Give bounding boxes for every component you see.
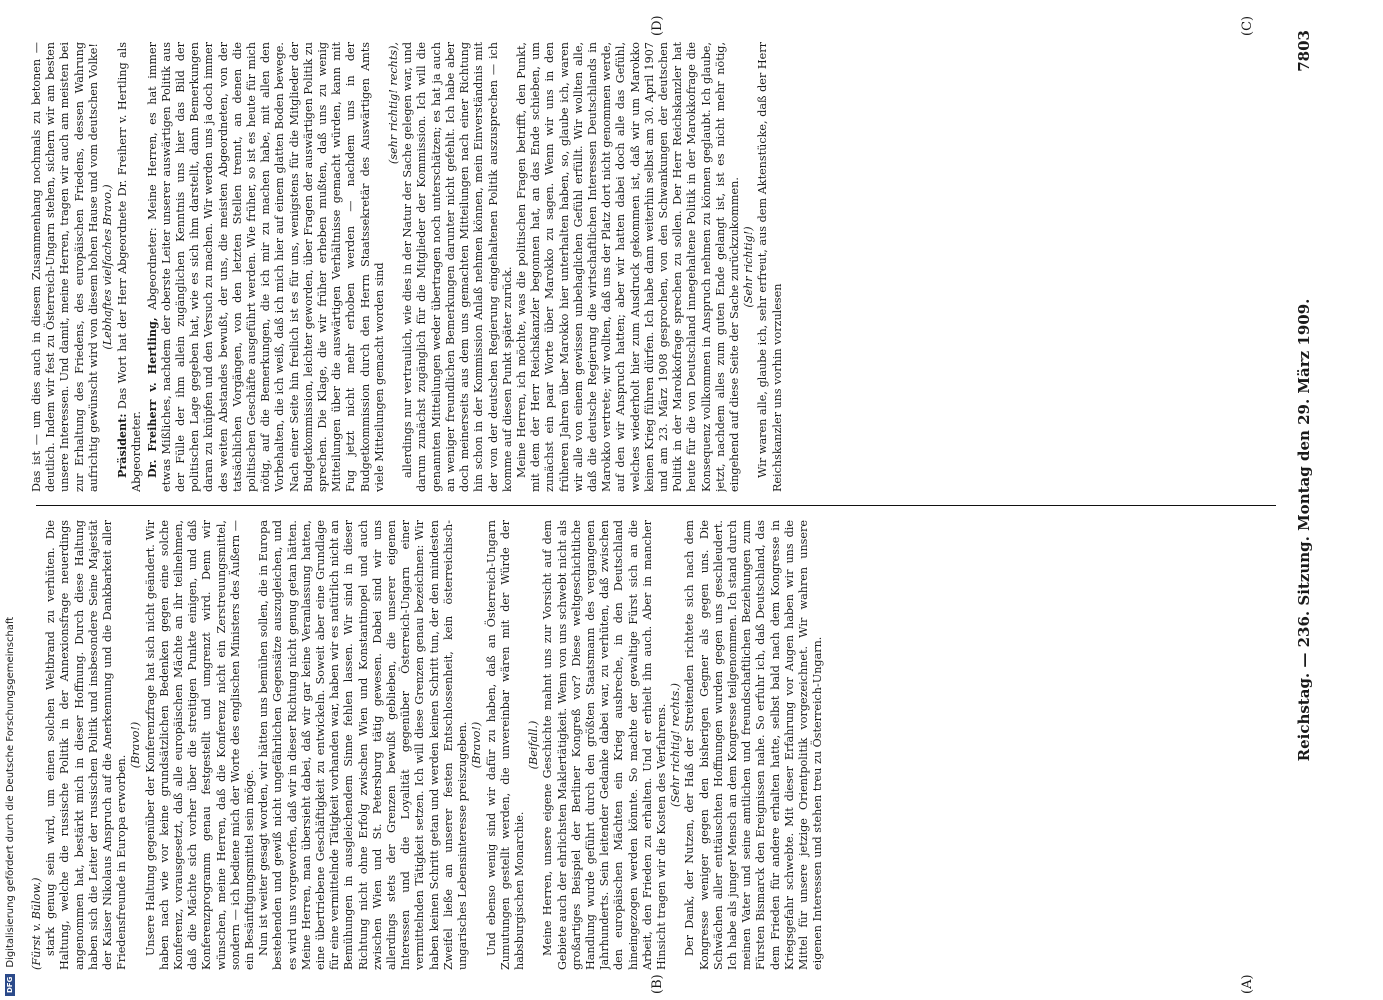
paragraph: Meine Herren, unsere eigene Geschichte mahnt uns zur Vorsicht auf dem Gebiete auch der ehrlichsten Maklertätigkeit. Wenn von uns schwebt nicht als großartiges Beispiel der Berliner Kongreß vor? Diese weltgeschichtliche Handlung wurde geführt durch den größten Staatsmann des vergangenen Jahrhunderts. Sein leitender Gedanke dabei war, zu verhüten, daß zwischen den europäischen Mächten ein Krieg ausbreche, in den Deutschland hineingezogen werden könnte. So machte der gewaltige Fürst sich an die Arbeit, den Frieden zu erhalten. Und er erhielt ihn auch. Aber in mancher Hinsicht tragen wir die Kosten des Verfahrens. bbox=[541, 520, 668, 970]
paragraph: stark genug sein wird, um einen solchen Weltbrand zu verhüten. Die Haltung, welche die russische Politik in der Annexionsfrage neuerdings angenommen hat, bestärkt mich in dieser Hoffnung. Durch diese Haltung haben sich die Leiter der russischen Politik und insbesondere Seine Majestät der Kaiser Nikolaus Anspruch auf die Anerkennung und die Dankbarkeit aller Friedensfreunde in Europa erworben. bbox=[44, 520, 129, 970]
sheet-footer bbox=[0, 0, 20, 1000]
paragraph: Unsere Haltung gegenüber der Konferenzfrage hat sich nicht geändert. Wir haben nach wie vor keine grundsätzlichen Bedenken gegen eine solche Konferenz, vorausgesetzt, daß alle europäischen Mächte an ihr teilnehmen, daß die Mächte sich vorher über die streitigen Punkte einigen, und daß Konferenzprogramm genau festgestellt und umgrenzt wird. Denn wir wünschen, meine Herren, daß die Konferenz nicht ein Zerstreuungsmittel, sondern — ich bediene mich der Worte des englischen Ministers des Äußern — ein Besänftigungsmittel sein möge. bbox=[143, 520, 257, 970]
sheet-marker-d: (D) bbox=[650, 15, 665, 36]
reaction: (Lebhaftes vielfaches Bravo.) bbox=[101, 184, 115, 350]
sheet-running-title: Reichstag. — 236. Sitzung. Montag den 29. März 1909. bbox=[1295, 298, 1313, 762]
sheet-dfg-logo: DFG bbox=[5, 974, 15, 996]
sheet-right-column bbox=[30, 42, 1280, 492]
paragraph: Wir waren alle, glaube ich, sehr erfreut, aus dem Aktenstücke, daß der Herr Reichskanzler uns vorhin vorzulesen bbox=[756, 42, 784, 492]
speaker-label: Dr. Freiherr v. Hertling, bbox=[144, 317, 159, 478]
speaker-lead: (Fürst v. Bülow.) bbox=[30, 877, 43, 970]
paragraph: Abgeordneter: Meine Herren, es hat immer etwas Mißliches, nachdem der oberste Leiter unserer auswärtigen Politik aus der Fülle der ihm allein zugänglichen Kenntnis uns hier das Bild der politischen Lage gegeben hat, wie es sich ihm darstellt, dann Bemerkungen daran zu knüpfen und den Versuch zu machen. Wir werden uns ja doch immer des weiten Abstandes bewußt, der uns, die meisten Abgeordneten, von der tatsächlichen Vorgängen, von den letzten Stellen trennt, an denen die politischen Geschäfte ausgeführt werden. Wie früher, so ist es heute für mich nötig, auf die Bemerkungen, die ich mir zu machen habe, mit allen den Vorbehalten, die ich weiß, daß ich mich hier auf einem glatten Boden bewege. Nach einer Seite hin freilich ist es für uns, wenigstens für die Mitglieder der Budgetkommission, leichter geworden, über Fragen der auswärtigen Politik zu sprechen. Die Klage, die wir früher erheben mußten, daß uns zu wenig Mitteilungen über die auswärtigen Verhältnisse gemacht würden, kann mit Fug jetzt nicht mehr erhoben werden — nachdem uns in der Budgetkommission durch den Herrn Staatssekretär des Auswärtigen Amts viele Mitteilungen gemacht worden sind bbox=[145, 42, 386, 492]
sheet-footer-strip bbox=[0, 0, 20, 1000]
reaction: (Sehr richtig!) bbox=[742, 226, 756, 308]
sheet-header bbox=[1290, 30, 1318, 970]
paragraph: Und ebenso wenig sind wir dafür zu haben, daß an Österreich-Ungarn Zumutungen gestellt werden, die unvereinbar wären mit der Würde der habsburgischen Monarchie. bbox=[484, 520, 526, 970]
speaker-label: Präsident: bbox=[115, 413, 130, 478]
paragraph: allerdings nur vertraulich, wie dies in der Natur der Sache gelegen war, und darum zunächst zugänglich für die Mitglieder der Kommission. Ich will die genannten Mitteilungen weder übertragen noch unterschätzen; es hat ja auch an weniger freundlichen Bemerkungen darunter nicht gefehlt. Ich habe aber doch meinerseits aus dem uns gemachten Mitteilungen nach einer Richtung hin schon in der Kommission Anlaß nehmen können, mein Einverständnis mit der von der deutschen Regierung eingehaltenen Politik auszusprechen — ich komme auf diesen Punkt später zurück. bbox=[401, 42, 514, 492]
paragraph: Der Dank, der Nutzen, der Haß der Streitenden richtete sich nach dem Kongresse weniger gegen den bisherigen Gegner als gegen uns. Die Schwächen aller enttäuschten Hoffnungen wurden gegen uns geschleudert. Ich habe als junger Mensch an dem Kongresse teilgenommen. Ich stand durch meinen Vater und seine amtlichen und freundschaftlichen Beziehungen zum Fürsten Bismarck den Ereignissen nahe. So erfuhr ich, daß Deutschland, das dem Frieden für andere erhalten hatte, selbst bald nach dem Kongresse in Kriegsgefahr schwebte. Mit dieser Erfahrung vor Augen haben wir uns die Mittel für unsere jetzige Orientpolitik vorgezeichnet. Wir wahren unsere eigenen Interessen und stehen treu zu Österreich-Ungarn. bbox=[683, 520, 825, 970]
sheet-page-number: 7803 bbox=[1295, 30, 1313, 72]
paragraph: Meine Herren, ich möchte, was die politischen Fragen betrifft, den Punkt, mit dem der Herr Reichskanzler begonnen hat, an das Ende schieben, um zunächst ein paar Worte über Marokko zu sagen. Wenn wir uns in den früheren Jahren über Marokko hier unterhalten haben, so, glaube ich, waren wir alle von einem gewissen unbehaglichen Gefühl erfüllt. Wir wollten alle, daß die deutsche Regierung die wirtschaftlichen Interessen Deutschlands in Marokko vertrete; wir wollten, daß uns der Platz dort nicht genommen werde, auf den wir Anspruch hatten; aber wir hatten dabei doch alle das Gefühl, welches wiederholt hier zum Ausdruck gekommen ist, daß wir um Marokko keinen Krieg führen dürfen. Ich habe dann weiterhin selbst am 30. April 1907 und am 23. März 1908 gesprochen, von den Schwankungen der deutschen Politik in der Marokkofrage sprechen zu sollen. Der Herr Reichskanzler hat heute für die von Deutschland innegehaltene Politik in der Marokkofrage die Konsequenz vollkommen in Anspruch nehmen zu können geglaubt. Ich glaube, jetzt, nachdem alles zum guten Ende gelangt ist, ist es nicht mehr nötig, eingehend auf diese Seite der Sache zurückzukommen. bbox=[514, 42, 741, 492]
reaction: (Bravo!) bbox=[129, 721, 143, 769]
sheet-marker-a: (A) bbox=[1240, 974, 1255, 994]
sheet-digitization-credit: Digitalisierung gefördert durch die Deutsche Forschungsgemeinschaft bbox=[4, 616, 16, 968]
paragraph: Nun ist weiter gesagt worden, wir hätten uns bemühen sollen, die in Europa bestehenden und gewiß nicht ungefährlichen Gegensätze auszugleichen, und es wird uns vorgeworfen, daß wir in dieser Richtung nicht genug getan hätten. Meine Herren, man übersieht dabei, daß wir gar keine Veranlassung hatten, eine übertriebene Geschäftigkeit zu entwickeln. Soweit aber eine Grundlage für eine vermittelnde Tätigkeit vorhanden war, haben wir es natürlich nicht an Bemühungen in ausgleichendem Sinne fehlen lassen. Wir sind in dieser Richtung nicht ohne Erfolg zwischen Wien und Konstantinopel und auch zwischen Wien und St. Petersburg tätig gewesen. Dabei sind wir uns allerdings stets der Grenzen bewußt geblieben, die unserer eigenen Interessen und die Loyalität gegenüber Österreich-Ungarn einer vermittelnden Tätigkeit setzen. Ich will diese Grenzen genau bezeichnen: Wir haben keinen Schritt getan und werden keinen Schritt tun, der den mindesten Zweifel ließe an unserer festen Entschlossenheit, kein österreichisch-ungarisches Lebensinteresse preiszugeben. bbox=[257, 520, 470, 970]
sheet-marker-c: (C) bbox=[1240, 15, 1255, 36]
sheet-column-rule bbox=[36, 505, 1276, 506]
reaction: (Sehr richtig! rechts.) bbox=[669, 682, 683, 808]
reaction: (sehr richtig! rechts), bbox=[387, 42, 401, 165]
sheet-marker-b: (B) bbox=[650, 974, 665, 994]
sheet-left-column bbox=[30, 520, 1280, 970]
reaction: (Beifall.) bbox=[527, 720, 541, 770]
paragraph: Das ist — um dies auch in diesem Zusammenhang nochmals zu betonen — deutlich. Indem wir fest zu Österreich-Ungarn stehen, sichern wir am besten unsere Interessen. Und damit, meine Herren, tragen wir auch am meisten bei zur Erhaltung des Friedens, des europäischen Friedens, dessen Wahrung aufrichtig gewünscht wird von diesem hohen Hause und vom deutschen Volke! bbox=[30, 42, 100, 492]
reaction: (Bravo!) bbox=[470, 721, 484, 769]
paragraph: Das Wort hat der Herr Abgeordnete Dr. Freiherr v. Hertling als Abgeordneter. bbox=[116, 42, 144, 492]
